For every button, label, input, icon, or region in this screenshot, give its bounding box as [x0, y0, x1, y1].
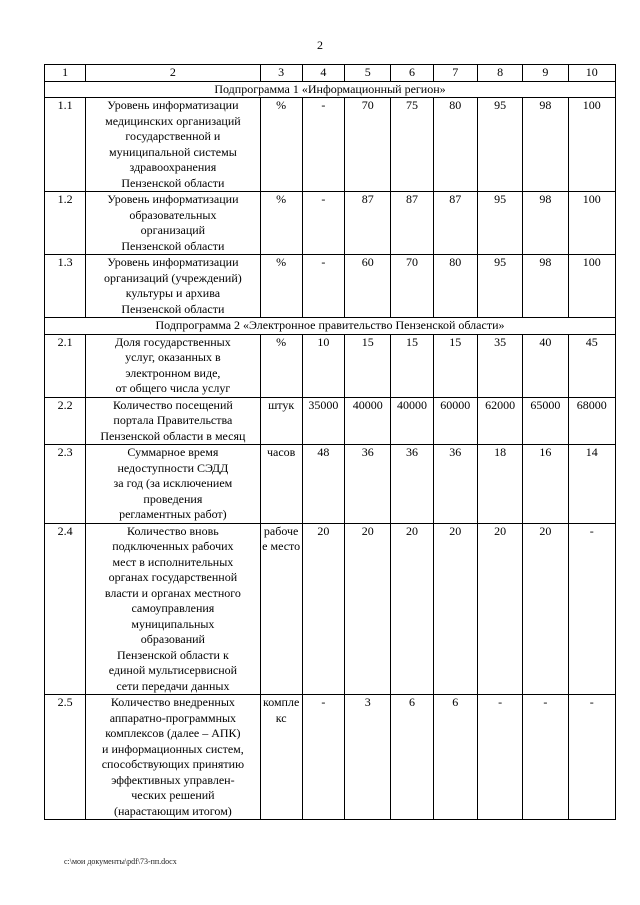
column-number-cell: 2	[86, 65, 260, 82]
indicator-description	[86, 695, 260, 820]
value-cell: 36	[433, 445, 477, 524]
description-line: государственной и	[125, 129, 221, 143]
description-line: мест в исполнительных	[112, 554, 234, 569]
value-cell: 36	[345, 445, 391, 524]
description-line: эффективных управлен-	[111, 772, 235, 787]
indicator-number: 2.2	[45, 397, 86, 445]
subprogram-title: Подпрограмма 2 «Электронное правительство Пензенской области»	[45, 318, 616, 335]
table-row	[45, 334, 616, 397]
value-cell: 87	[433, 192, 477, 255]
value-cell: 20	[302, 523, 344, 695]
value-cell: 15	[433, 334, 477, 397]
description-line: Пензенской области к	[116, 647, 229, 662]
value-cell: -	[568, 695, 615, 820]
unit-cell: %	[260, 98, 302, 192]
value-cell: 20	[391, 523, 433, 695]
unit-cell: %	[260, 255, 302, 318]
indicator-description	[86, 334, 260, 397]
description-line: самоуправления	[131, 601, 215, 615]
value-cell: 48	[302, 445, 344, 524]
column-number-cell: 6	[391, 65, 433, 82]
value-cell: 98	[523, 192, 568, 255]
indicator-number: 1.2	[45, 192, 86, 255]
indicator-number: 2.1	[45, 334, 86, 397]
description-line: муниципальной системы	[109, 144, 237, 159]
description-line: Суммарное время	[127, 445, 219, 459]
table-row	[45, 98, 616, 192]
description-line: недоступности СЭДД	[117, 460, 229, 475]
value-cell: 35	[477, 334, 522, 397]
value-cell: 45	[568, 334, 615, 397]
indicator-number: 1.3	[45, 255, 86, 318]
description-line: муниципальных	[131, 616, 215, 631]
indicator-description	[86, 98, 260, 192]
description-line: организаций (учреждений)	[104, 270, 242, 285]
value-cell: 87	[345, 192, 391, 255]
description-line: услуг, оказанных в	[125, 350, 221, 364]
description-line: Уровень информатизации	[107, 255, 239, 269]
unit-cell: часов	[260, 445, 302, 524]
description-line: Пензенской области в месяц	[100, 428, 246, 443]
value-cell: 62000	[477, 397, 522, 445]
unit-cell: комплекс	[260, 695, 302, 820]
description-line: сети передачи данных	[116, 678, 230, 693]
value-cell: 36	[391, 445, 433, 524]
value-cell: 80	[433, 98, 477, 192]
unit-cell: %	[260, 334, 302, 397]
description-line: от общего числа услуг	[115, 381, 231, 395]
table-row	[45, 192, 616, 255]
value-cell: 40000	[391, 397, 433, 445]
value-cell: 100	[568, 255, 615, 318]
description-line: и информационных систем,	[102, 741, 244, 756]
description-line: здравоохранения	[129, 160, 217, 174]
value-cell: 20	[523, 523, 568, 695]
value-cell: -	[302, 192, 344, 255]
value-cell: 40000	[345, 397, 391, 445]
value-cell: 35000	[302, 397, 344, 445]
unit-cell: рабочее место	[260, 523, 302, 695]
indicator-description	[86, 445, 260, 524]
description-line: проведения	[143, 491, 203, 506]
description-line: Уровень информатизации	[107, 192, 239, 206]
table-row	[45, 695, 616, 820]
value-cell: 20	[477, 523, 522, 695]
description-line: Количество посещений	[112, 397, 233, 412]
value-cell: 100	[568, 192, 615, 255]
table-header-row	[45, 65, 616, 82]
description-line: Пензенской области	[121, 238, 225, 253]
subprogram-row	[45, 81, 616, 98]
description-line: (нарастающим итогом)	[113, 803, 232, 818]
description-line: Уровень информатизации	[107, 98, 239, 112]
value-cell: 6	[433, 695, 477, 820]
column-number-cell: 4	[302, 65, 344, 82]
indicator-description	[86, 255, 260, 318]
value-cell: 95	[477, 255, 522, 318]
description-line: культуры и архива	[125, 286, 221, 300]
indicator-number: 2.5	[45, 695, 86, 820]
description-line: Пензенской области	[121, 175, 225, 190]
description-line: единой мультисервисной	[108, 663, 238, 677]
value-cell: 65000	[523, 397, 568, 445]
column-number-cell: 1	[45, 65, 86, 82]
file-path-footer: c:\мои документы\pdf\73-пп.docx	[64, 857, 177, 866]
description-line: медицинских организаций	[105, 113, 241, 128]
value-cell: 87	[391, 192, 433, 255]
description-line: аппаратно-программных	[109, 710, 237, 725]
value-cell: 100	[568, 98, 615, 192]
value-cell: -	[568, 523, 615, 695]
description-line: образовательных	[129, 207, 217, 222]
table-row	[45, 255, 616, 318]
value-cell: 60	[345, 255, 391, 318]
description-line: портала Правительства	[113, 413, 233, 427]
description-line: власти и органах местного	[104, 585, 241, 600]
value-cell: 70	[345, 98, 391, 192]
value-cell: 75	[391, 98, 433, 192]
value-cell: 95	[477, 192, 522, 255]
value-cell: -	[302, 255, 344, 318]
value-cell: 60000	[433, 397, 477, 445]
table-row	[45, 397, 616, 445]
description-line: Количество внедренных	[110, 695, 235, 709]
description-line: ческих решений	[131, 788, 215, 802]
value-cell: 98	[523, 98, 568, 192]
description-line: Пензенской области	[121, 301, 225, 316]
subprogram-title: Подпрограмма 1 «Информационный регион»	[45, 81, 616, 98]
column-number-cell: 7	[433, 65, 477, 82]
value-cell: 20	[345, 523, 391, 695]
description-line: Количество вновь	[127, 523, 219, 538]
value-cell: 68000	[568, 397, 615, 445]
value-cell: -	[523, 695, 568, 820]
subprogram-row	[45, 318, 616, 335]
column-number-cell: 9	[523, 65, 568, 82]
value-cell: 14	[568, 445, 615, 524]
column-number-cell: 8	[477, 65, 522, 82]
indicator-number: 2.4	[45, 523, 86, 695]
description-line: комплексов (далее – АПК)	[105, 726, 241, 740]
description-line: подключенных рабочих	[112, 539, 234, 553]
page-number: 2	[317, 38, 323, 52]
value-cell: 40	[523, 334, 568, 397]
value-cell: -	[302, 98, 344, 192]
indicator-number: 1.1	[45, 98, 86, 192]
value-cell: 20	[433, 523, 477, 695]
column-number-cell: 5	[345, 65, 391, 82]
description-line: образований	[140, 632, 205, 646]
description-line: за год (за исключением	[113, 476, 233, 490]
description-line: регламентных работ)	[119, 507, 227, 521]
indicator-number: 2.3	[45, 445, 86, 524]
description-line: организаций	[140, 223, 206, 237]
value-cell: 80	[433, 255, 477, 318]
indicators-table	[44, 64, 616, 820]
column-number-cell: 10	[568, 65, 615, 82]
value-cell: 15	[345, 334, 391, 397]
column-number-cell: 3	[260, 65, 302, 82]
value-cell: 3	[345, 695, 391, 820]
value-cell: 15	[391, 334, 433, 397]
indicator-description	[86, 397, 260, 445]
value-cell: -	[477, 695, 522, 820]
description-line: органах государственной	[108, 570, 238, 584]
indicator-description	[86, 192, 260, 255]
value-cell: 95	[477, 98, 522, 192]
value-cell: 70	[391, 255, 433, 318]
value-cell: 98	[523, 255, 568, 318]
unit-cell: штук	[260, 397, 302, 445]
value-cell: -	[302, 695, 344, 820]
value-cell: 6	[391, 695, 433, 820]
description-line: способствующих принятию	[101, 757, 245, 771]
value-cell: 16	[523, 445, 568, 524]
value-cell: 18	[477, 445, 522, 524]
table-row	[45, 445, 616, 524]
indicator-description	[86, 523, 260, 695]
value-cell: 10	[302, 334, 344, 397]
description-line: Доля государственных	[115, 334, 231, 349]
table-row	[45, 523, 616, 695]
unit-cell: %	[260, 192, 302, 255]
description-line: электронном виде,	[125, 365, 221, 380]
